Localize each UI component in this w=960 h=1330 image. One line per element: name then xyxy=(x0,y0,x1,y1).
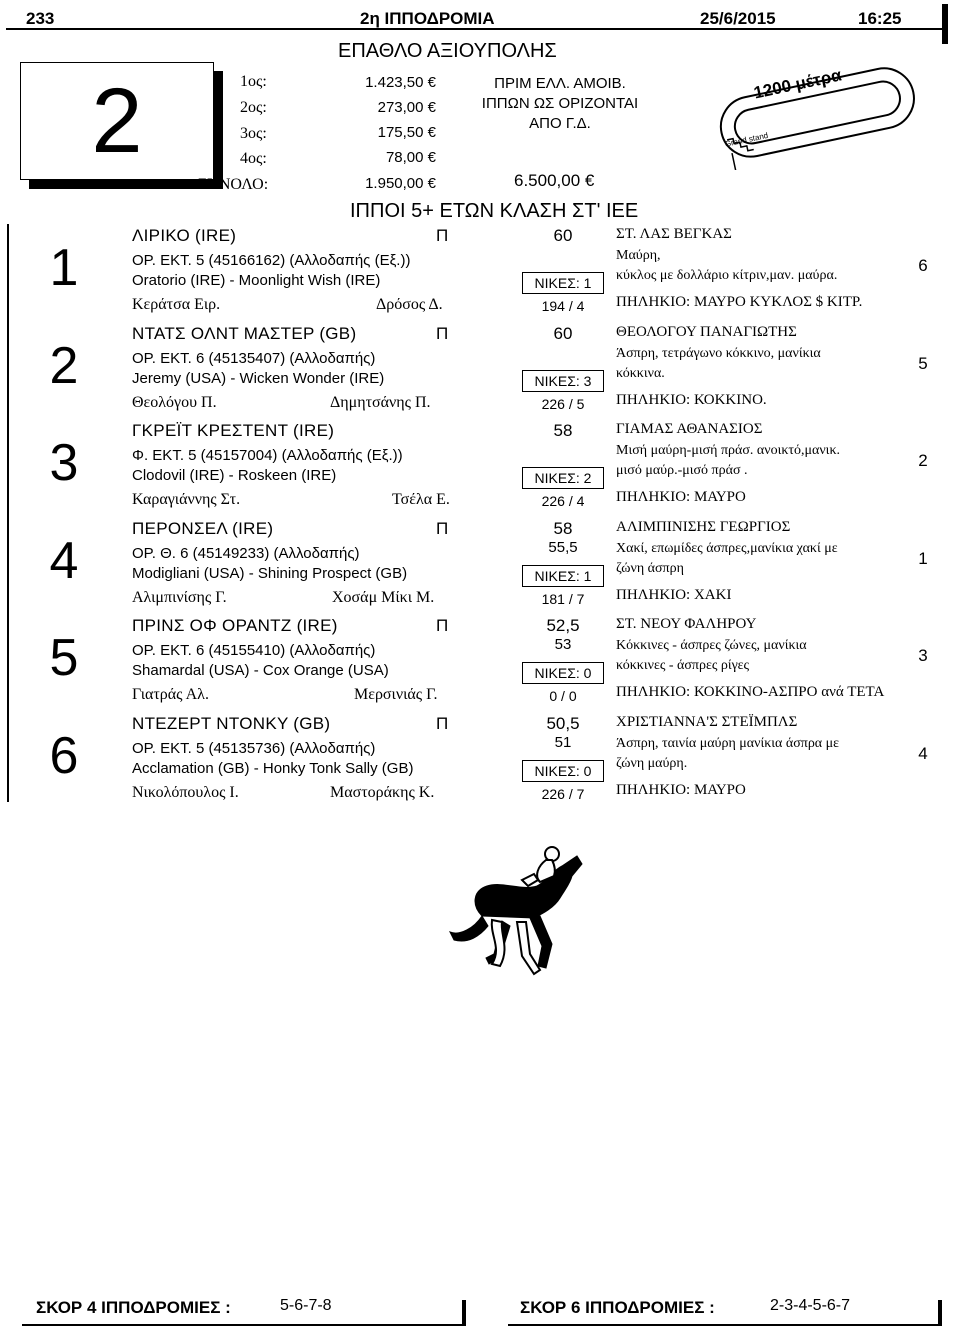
prize-value: 78,00 € xyxy=(385,149,436,166)
horse-name: ΝΤΕΖΕΡΤ ΝΤΟΝΚΥ (GB) xyxy=(132,714,331,733)
jockey-name: Χοσάμ Μίκι Μ. xyxy=(332,589,435,606)
prize-label: 1ος: xyxy=(240,73,267,90)
horse-weight-adjusted: 51 xyxy=(554,734,572,751)
silks-description: κόκκινα. xyxy=(616,366,665,381)
breeder-premium-total: 6.500,00 € xyxy=(514,171,595,190)
breeder-premium-line: ΑΠΟ Γ.Δ. xyxy=(529,115,591,132)
trainer-name: Θεολόγου Π. xyxy=(132,394,217,411)
horse-wins: ΝΙΚΕΣ: 0 xyxy=(522,760,604,782)
owner-name: ΓΙΑΜΑΣ ΑΘΑΝΑΣΙΟΣ xyxy=(616,421,763,437)
breeder-premium xyxy=(470,74,650,134)
silks-description: Άσπρη, τετράγωνο κόκκινο, μανίκια xyxy=(616,346,821,361)
page-header xyxy=(6,4,942,30)
race-number-box xyxy=(20,62,214,180)
horse-runs: 0 / 0 xyxy=(549,688,577,704)
prize-label: 3ος: xyxy=(240,125,267,142)
horse-number: 1 xyxy=(49,239,79,297)
post-position: 3 xyxy=(918,646,928,665)
jockey-name: Μαστοράκης Κ. xyxy=(330,784,435,801)
horse-number: 5 xyxy=(49,629,79,687)
silks-description: ζώνη μαύρη. xyxy=(616,756,688,771)
silks-description: μισό μαύρ.-μισό πράσ . xyxy=(616,463,748,478)
horse-wins: ΝΙΚΕΣ: 2 xyxy=(522,467,604,489)
cap-colour: ΠΗΛΗΚΙΟ: ΚΟΚΚΙΝΟ. xyxy=(616,392,767,408)
race-label: 2η ΙΠΠΟΔΡΟΜΙΑ xyxy=(360,9,495,28)
horse-number: 4 xyxy=(49,532,79,590)
horse-runs: 226 / 5 xyxy=(541,396,585,412)
horse-pedigree: Modigliani (USA) - Shining Prospect (GB) xyxy=(132,565,408,582)
medication-mark: Π xyxy=(436,714,449,733)
horse-weight-adjusted: 55,5 xyxy=(548,539,578,556)
post-position: 1 xyxy=(918,549,928,568)
horse-weight-adjusted: 53 xyxy=(554,636,572,653)
horse-weight: 50,5 xyxy=(546,714,580,733)
silks-description: κύκλος με δολλάριο κίτριν,μαν. μαύρα. xyxy=(616,268,838,283)
cap-colour: ΠΗΛΗΚΙΟ: ΜΑΥΡΟ xyxy=(616,489,746,505)
silks-description: Μισή μαύρη-μισή πράσ. ανοικτό,μανικ. xyxy=(616,443,841,458)
silks-description: ζώνη άσπρη xyxy=(616,561,684,576)
prize-value: 273,00 € xyxy=(377,99,436,116)
medication-mark: Π xyxy=(436,519,449,538)
horse-weight: 60 xyxy=(553,324,573,343)
distance-label: 1200 μέτρα xyxy=(752,65,844,103)
score4-box xyxy=(22,1282,466,1326)
cap-colour: ΠΗΛΗΚΙΟ: ΜΑΥΡΟ ΚΥΚΛΟΣ $ ΚΙΤΡ. xyxy=(616,294,863,310)
horse-weight: 58 xyxy=(553,421,573,440)
post-position: 5 xyxy=(918,354,928,373)
score4-value: 5-6-7-8 xyxy=(280,1297,332,1314)
racehorse-illustration xyxy=(442,836,602,986)
horse-pedigree: Clodovil (IRE) - Roskeen (IRE) xyxy=(132,467,337,484)
horse-weight: 58 xyxy=(553,519,573,538)
trainer-name: Κεράτσα Ειρ. xyxy=(132,296,221,313)
silks-description: Άσπρη, ταινία μαύρη μανίκια άσπρα με xyxy=(616,736,840,751)
jockey-horse-icon xyxy=(442,836,602,986)
race-time: 16:25 xyxy=(858,9,902,28)
score4-label: ΣΚΟΡ 4 ΙΠΠΟΔΡΟΜΙΕΣ : xyxy=(36,1298,231,1317)
trainer-name: Καραγιάννης Στ. xyxy=(132,491,241,508)
jockey-name: Δρόσος Δ. xyxy=(376,296,443,313)
owner-name: ΣΤ. ΝΕΟΥ ΦΑΛΗΡΟΥ xyxy=(616,616,757,632)
prize-value: 175,50 € xyxy=(377,124,436,141)
post-position: 2 xyxy=(918,451,928,470)
prize-value: 1.423,50 € xyxy=(365,74,436,91)
owner-name: ΘΕΟΛΟΓΟΥ ΠΑΝΑΓΙΩΤΗΣ xyxy=(616,324,797,340)
horse-info: ΟΡ. Θ. 6 (45149233) (Αλλοδαπής) xyxy=(132,545,360,562)
cap-colour: ΠΗΛΗΚΙΟ: ΜΑΥΡΟ xyxy=(616,782,746,798)
horse-pedigree: Jeremy (USA) - Wicken Wonder (IRE) xyxy=(132,370,385,387)
trainer-name: Αλιμπινίσης Γ. xyxy=(132,589,227,606)
horse-pedigree: Oratorio (IRE) - Moonlight Wish (IRE) xyxy=(132,272,381,289)
prize-label: 4ος: xyxy=(240,150,267,167)
jockey-name: Μερσινιάς Γ. xyxy=(354,686,438,703)
cap-colour: ΠΗΛΗΚΙΟ: ΧΑΚΙ xyxy=(616,587,732,603)
horse-weight: 60 xyxy=(553,226,573,245)
horse-info: ΟΡ. ΕΚΤ. 5 (45166162) (Αλλοδαπής (Εξ.)) xyxy=(132,252,411,269)
trainer-name: Νικολόπουλος Ι. xyxy=(132,784,239,801)
left-rule xyxy=(7,224,9,802)
score6-box xyxy=(508,1282,942,1326)
jockey-name: Δημητσάνης Π. xyxy=(330,394,431,411)
race-title: ΕΠΑΘΛΟ ΑΞΙΟΥΠΟΛΗΣ xyxy=(338,40,557,62)
score6-value: 2-3-4-5-6-7 xyxy=(770,1297,851,1314)
horse-wins: ΝΙΚΕΣ: 1 xyxy=(522,272,604,294)
horse-weight: 52,5 xyxy=(546,616,580,635)
silks-description: Μαύρη, xyxy=(616,248,661,263)
silks-description: κόκκινες - άσπρες ρίγες xyxy=(616,658,750,673)
horse-name: ΝΤΑΤΣ ΟΛΝΤ ΜΑΣΤΕΡ (GB) xyxy=(132,324,357,343)
race-conditions: ΙΠΠΟΙ 5+ ΕΤΩΝ ΚΛΑΣΗ ΣΤ' ΙΕΕ xyxy=(350,200,639,222)
prize-label: 2ος: xyxy=(240,99,267,116)
grand-stand-label: Grand stand xyxy=(724,130,769,149)
medication-mark: Π xyxy=(436,226,449,245)
horse-wins: ΝΙΚΕΣ: 1 xyxy=(522,565,604,587)
horse-name: ΠΡΙΝΣ ΟΦ ΟΡΑΝΤΖ (IRE) xyxy=(132,616,338,635)
medication-mark: Π xyxy=(436,616,449,635)
trainer-name: Γιατράς Αλ. xyxy=(132,686,209,703)
horse-runs: 226 / 7 xyxy=(541,786,585,802)
horse-name: ΠΕΡΟΝΣΕΛ (IRE) xyxy=(132,519,274,538)
horse-name: ΛΙΡΙΚΟ (IRE) xyxy=(132,226,237,245)
prize-total-value: 1.950,00 € xyxy=(365,175,436,192)
horse-runs: 194 / 4 xyxy=(541,298,585,314)
horse-number: 3 xyxy=(49,434,79,492)
horse-runs: 226 / 4 xyxy=(541,493,585,509)
race-number: 2 xyxy=(91,70,143,172)
horse-info: ΟΡ. ΕΚΤ. 6 (45135407) (Αλλοδαπής) xyxy=(132,350,376,367)
breeder-premium-line: ΙΠΠΩΝ ΩΣ ΟΡΙΖΟΝΤΑΙ xyxy=(481,95,639,112)
prize-total-label: ΣΥΝΟΛΟ: xyxy=(198,176,269,193)
horse-info: ΟΡ. ΕΚΤ. 6 (45155410) (Αλλοδαπής) xyxy=(132,642,376,659)
horse-wins: ΝΙΚΕΣ: 0 xyxy=(522,662,604,684)
race-date: 25/6/2015 xyxy=(700,9,776,28)
medication-mark: Π xyxy=(436,324,449,343)
breeder-premium-line: ΠΡΙΜ ΕΛΛ. ΑΜΟΙΒ. xyxy=(494,75,626,92)
silks-description: Κόκκινες - άσπρες ζώνες, μανίκια xyxy=(616,638,807,653)
silks-description: Χακί, επωμίδες άσπρες,μανίκια χακί με xyxy=(616,541,838,556)
score6-label: ΣΚΟΡ 6 ΙΠΠΟΔΡΟΜΙΕΣ : xyxy=(520,1298,715,1317)
cap-colour: ΠΗΛΗΚΙΟ: ΚΟΚΚΙΝΟ-ΑΣΠΡΟ ανά ΤΕΤΑ xyxy=(616,684,885,700)
horse-runs: 181 / 7 xyxy=(541,591,585,607)
horse-wins: ΝΙΚΕΣ: 3 xyxy=(522,370,604,392)
horse-name: ΓΚΡΕΪΤ ΚΡΕΣΤΕΝΤ (IRE) xyxy=(132,421,335,440)
horse-info: ΟΡ. ΕΚΤ. 5 (45135736) (Αλλοδαπής) xyxy=(132,740,376,757)
owner-name: ΑΛΙΜΠΙΝΙΣΗΣ ΓΕΩΡΓΙΟΣ xyxy=(616,519,791,535)
horse-number: 2 xyxy=(49,337,79,395)
horse-pedigree: Shamardal (USA) - Cox Orange (USA) xyxy=(132,662,389,679)
jockey-name: Τσέλα Ε. xyxy=(392,491,450,508)
page-number: 233 xyxy=(26,9,55,28)
horse-pedigree: Acclamation (GB) - Honky Tonk Sally (GB) xyxy=(132,760,414,777)
track-diagram xyxy=(700,60,940,170)
owner-name: ΣΤ. ΛΑΣ ΒΕΓΚΑΣ xyxy=(616,226,732,242)
horse-number: 6 xyxy=(49,727,79,785)
horse-info: Φ. ΕΚΤ. 5 (45157004) (Αλλοδαπής (Εξ.)) xyxy=(132,447,403,464)
owner-name: ΧΡΙΣΤΙΑΝΝΑ'Σ ΣΤΕΪΜΠΛΣ xyxy=(616,714,798,730)
post-position: 4 xyxy=(918,744,928,763)
post-position: 6 xyxy=(918,256,928,275)
